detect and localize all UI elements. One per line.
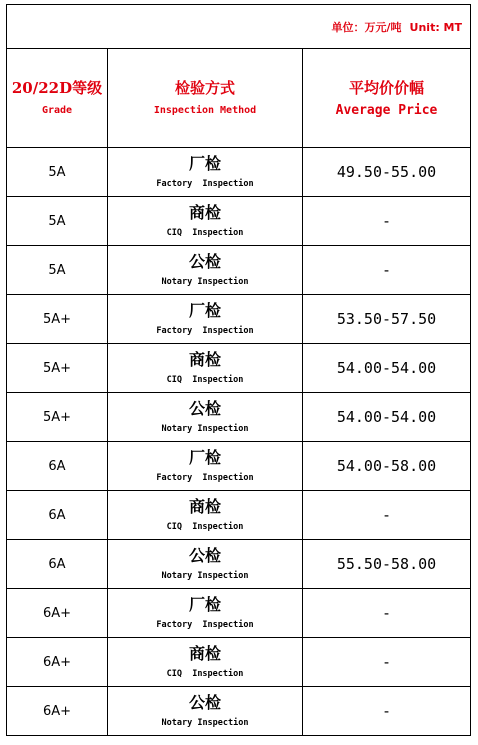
grade-header-en: Grade: [41, 105, 73, 116]
method-cn: 商检: [188, 350, 221, 369]
table-row: [7, 197, 471, 246]
grade-header-cn: 20/22D等级: [11, 79, 103, 97]
table-row: [7, 687, 471, 736]
price-header-cn: 平均价价幅: [349, 79, 425, 97]
grade-cell: 6A+: [7, 589, 108, 638]
method-cn: 公检: [188, 252, 221, 271]
grade-cell: 6A: [7, 442, 108, 491]
unit-note-cn: 单位：万元/吨: [331, 20, 402, 34]
price-cell: -: [303, 589, 471, 638]
grade-cell: 6A+: [7, 638, 108, 687]
method-cell: [108, 246, 303, 295]
price-cell: -: [303, 491, 471, 540]
grade-cell: 6A: [7, 540, 108, 589]
method-en: Factory Inspection: [156, 179, 254, 189]
method-cn: 公检: [188, 399, 221, 418]
method-cn: 厂检: [188, 301, 221, 320]
table-row: [7, 295, 471, 344]
price-cell: 49.50-55.00: [303, 148, 471, 197]
grade-cell: 5A: [7, 246, 108, 295]
method-cn: 厂检: [188, 448, 221, 467]
method-cell: [108, 295, 303, 344]
method-en: CIQ Inspection: [166, 375, 244, 385]
price-cell: 54.00-54.00: [303, 344, 471, 393]
price-cell: 53.50-57.50: [303, 295, 471, 344]
method-en: Notary Inspection: [161, 571, 249, 581]
price-cell: -: [303, 638, 471, 687]
price-cell: -: [303, 246, 471, 295]
table-row: [7, 540, 471, 589]
grade-cell: 6A+: [7, 687, 108, 736]
table-row: [7, 344, 471, 393]
unit-row: [7, 5, 471, 49]
grade-cell: 6A: [7, 491, 108, 540]
grade-cell: 5A+: [7, 295, 108, 344]
method-cn: 厂检: [188, 154, 221, 173]
method-cell: [108, 589, 303, 638]
method-cn: 公检: [188, 546, 221, 565]
method-en: Factory Inspection: [156, 473, 254, 483]
header-row: [7, 49, 471, 148]
grade-cell: 5A+: [7, 393, 108, 442]
table-row: [7, 393, 471, 442]
method-en: Notary Inspection: [161, 718, 249, 728]
grade-cell: 5A: [7, 197, 108, 246]
method-cn: 公检: [188, 693, 221, 712]
method-header: [108, 49, 303, 148]
method-cn: 商检: [188, 497, 221, 516]
unit-note-en: Unit: MT: [409, 20, 463, 34]
grade-cell: 5A+: [7, 344, 108, 393]
unit-note: [7, 5, 471, 49]
method-cell: [108, 442, 303, 491]
method-cell: [108, 687, 303, 736]
table-row: [7, 148, 471, 197]
price-cell: -: [303, 687, 471, 736]
table-row: [7, 442, 471, 491]
table-row: [7, 491, 471, 540]
price-cell: 55.50-58.00: [303, 540, 471, 589]
method-en: CIQ Inspection: [166, 669, 244, 679]
method-cell: [108, 638, 303, 687]
method-en: Factory Inspection: [156, 326, 254, 336]
method-cell: [108, 148, 303, 197]
grade-cell: 5A: [7, 148, 108, 197]
table-row: [7, 638, 471, 687]
grade-header: [7, 49, 108, 148]
method-header-cn: 检验方式: [174, 79, 235, 97]
method-en: CIQ Inspection: [166, 522, 244, 532]
price-header: [303, 49, 471, 148]
method-cn: 厂检: [188, 595, 221, 614]
method-en: CIQ Inspection: [166, 228, 244, 238]
method-cn: 商检: [188, 644, 221, 663]
method-cn: 商检: [188, 203, 221, 222]
method-cell: [108, 540, 303, 589]
table-row: [7, 589, 471, 638]
method-en: Factory Inspection: [156, 620, 254, 630]
table-row: [7, 246, 471, 295]
method-header-en: Inspection Method: [153, 105, 257, 116]
method-cell: [108, 393, 303, 442]
method-en: Notary Inspection: [161, 277, 249, 287]
price-cell: 54.00-54.00: [303, 393, 471, 442]
price-cell: 54.00-58.00: [303, 442, 471, 491]
method-cell: [108, 344, 303, 393]
price-table: [6, 4, 471, 736]
method-cell: [108, 197, 303, 246]
price-cell: -: [303, 197, 471, 246]
method-cell: [108, 491, 303, 540]
price-header-en: Average Price: [335, 103, 438, 118]
method-en: Notary Inspection: [161, 424, 249, 434]
